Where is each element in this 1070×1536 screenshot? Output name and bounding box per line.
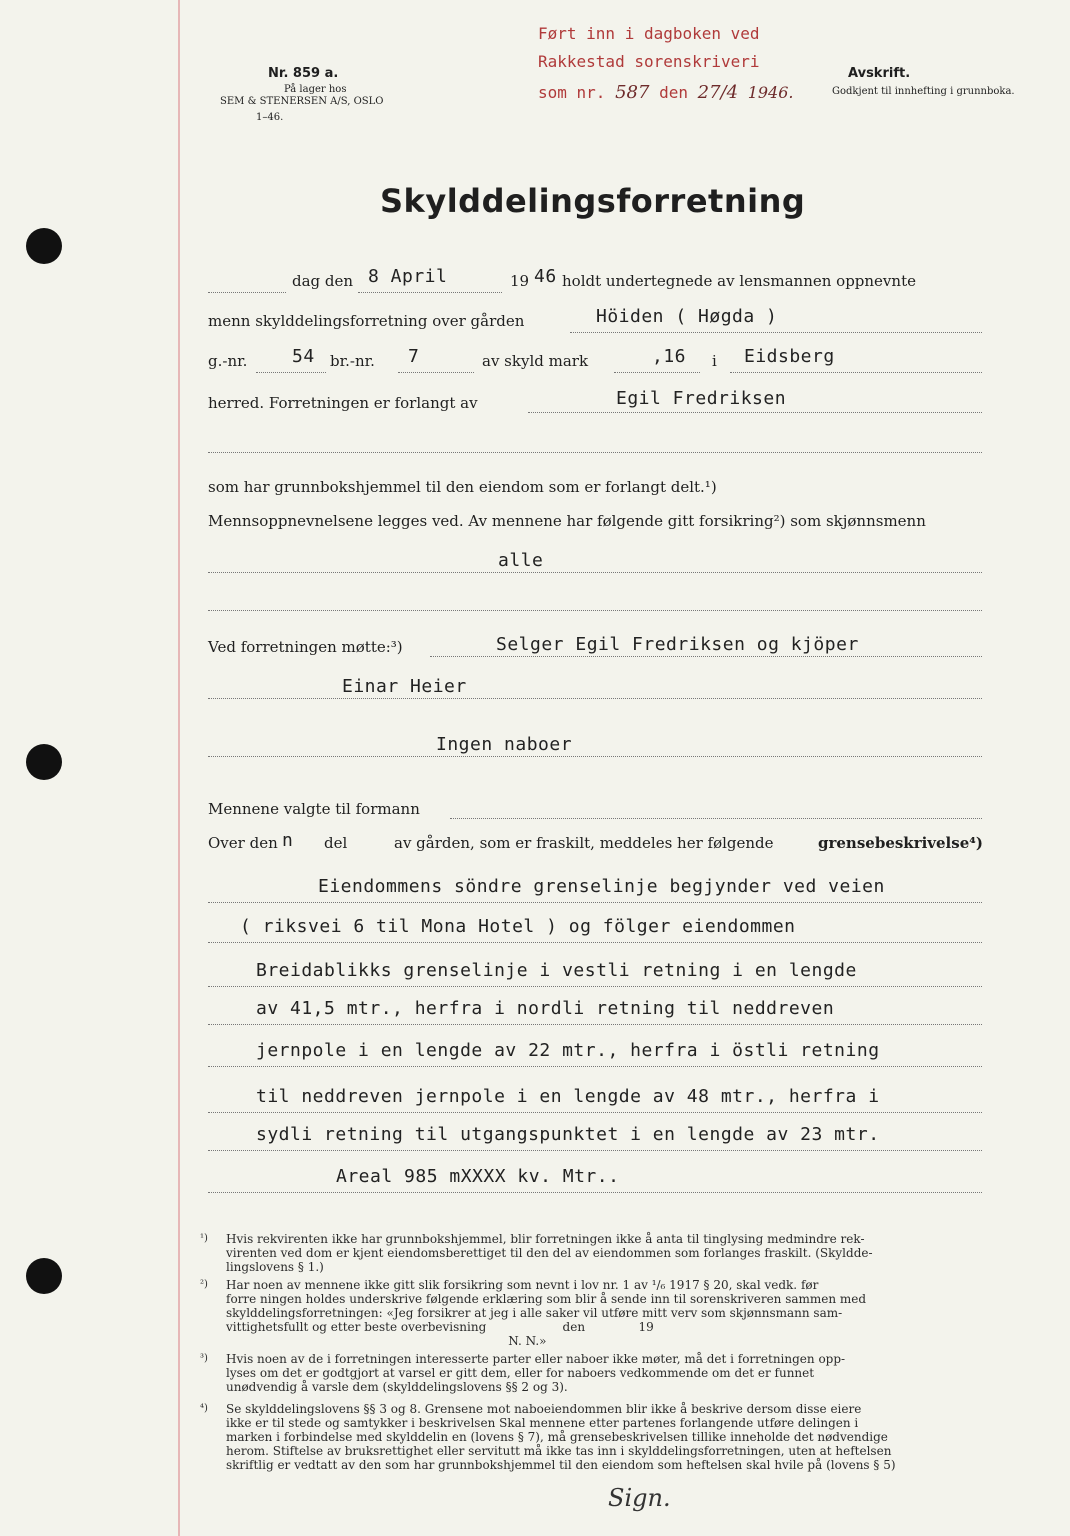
description-line: Eiendommens söndre grenselinje begjynder ved veien <box>318 876 885 897</box>
value-skyld: ,16 <box>652 346 687 367</box>
footnote-marker: ¹) <box>200 1233 208 1244</box>
punch-hole <box>26 744 62 780</box>
dotted-line <box>256 372 326 373</box>
label-motte: Ved forretningen møtte:³) <box>208 638 403 656</box>
value-motte-1: Selger Egil Fredriksen og kjöper <box>496 634 859 655</box>
registration-stamp-line: Rakkestad sorenskriveri <box>538 52 760 71</box>
label-i: i <box>712 352 717 370</box>
dotted-line <box>614 372 700 373</box>
publisher-line: SEM & STENERSEN A/S, OSLO <box>220 96 384 107</box>
value-day: 8 April <box>368 266 448 287</box>
label-dag-den: dag den <box>292 272 354 290</box>
dotted-line <box>570 332 982 333</box>
dotted-line <box>208 1024 982 1025</box>
dotted-line <box>430 656 982 657</box>
dotted-line <box>208 942 982 943</box>
dotted-line <box>208 572 982 573</box>
description-line: til neddreven jernpole i en lengde av 48 mtr., herfra i <box>256 1086 880 1107</box>
dotted-line <box>208 1066 982 1067</box>
dotted-line <box>208 1150 982 1151</box>
dotted-line <box>398 372 474 373</box>
dotted-line <box>208 1192 982 1193</box>
value-motte-2: Einar Heier <box>342 676 467 697</box>
value-farm: Höiden ( Høgda ) <box>596 306 778 327</box>
label-line1-rest: holdt undertegnede av lensmannen oppnevnte <box>562 272 916 290</box>
dotted-line <box>528 412 982 413</box>
dotted-line <box>208 902 982 903</box>
footnote-2 <box>200 1278 986 1348</box>
dotted-line <box>358 292 502 293</box>
description-line: Areal 985 mXXXX kv. Mtr.. <box>336 1166 620 1187</box>
value-municipality: Eidsberg <box>744 346 835 367</box>
dotted-line <box>208 986 982 987</box>
label-over-rest: av gården, som er fraskilt, meddeles her følgende <box>394 834 774 852</box>
label-del: del <box>324 834 348 852</box>
punch-hole <box>26 228 62 264</box>
value-motte-3: Ingen naboer <box>436 734 573 755</box>
footnote-marker: ⁴) <box>200 1403 208 1414</box>
footnote-marker: ²) <box>200 1279 208 1290</box>
value-forsikring: alle <box>498 550 544 571</box>
label-skyld: av skyld mark <box>482 352 589 370</box>
margin-rule <box>178 0 180 1536</box>
dotted-line <box>208 452 982 453</box>
publisher-line: På lager hos <box>284 84 347 95</box>
label-requested-by: herred. Forretningen er forlangt av <box>208 394 478 412</box>
footnote-3 <box>200 1352 986 1394</box>
label-over-den: Over den <box>208 834 278 852</box>
description-line: jernpole i en lengde av 22 mtr., herfra i östli retning <box>256 1040 880 1061</box>
menn-text: Mennsoppnevnelsene legges ved. Av mennene har følgende gitt forsikring²) som skjønnsmenn <box>208 512 926 530</box>
footnote-marker: ³) <box>200 1353 208 1364</box>
document-title: Skylddelingsforretning <box>380 182 806 220</box>
footnote-line: Se skylddelingslovens §§ 3 og 8. Grensene mot naboeiendommen blir ikke å beskrive dersom disse eiere <box>226 1402 862 1416</box>
description-line: ( riksvei 6 til Mona Hotel ) og fölger eiendommen <box>240 916 796 937</box>
stamp-date: 27/4 <box>697 82 739 103</box>
footnote-line: forre ningen holdes underskrive følgende erklæring som blir å sende inn til sorenskriveren sammen med <box>226 1292 867 1306</box>
description-line: Breidablikks grenselinje i vestli retning i en lengde <box>256 960 857 981</box>
footnote-line: Hvis rekvirenten ikke har grunnbokshjemmel, blir forretningen ikke å anta til tinglysing medmindre rek- <box>226 1232 865 1246</box>
footnote-line: skylddelingsforretningen: «Jeg forsikrer at jeg i alle saker vil utføre mitt verv som skjønnsmann sam- <box>226 1306 843 1320</box>
label-year-prefix: 19 <box>510 272 530 290</box>
footnote-line: marken i forbindelse med skylddelin en (lovens § 7), må grensebeskrivelsen tillike inneholde det nødvendige <box>226 1430 888 1444</box>
footnote-line: Hvis noen av de i forretningen interesserte parter eller naboer ikke møter, må det i forretningen opp- <box>226 1352 846 1366</box>
dotted-line <box>208 698 982 699</box>
footnote-line: lyses om det er godtgjort at varsel er gitt dem, eller for naboers vedkommende om det er funnet <box>226 1366 815 1380</box>
publisher-line: 1–46. <box>256 112 284 123</box>
footnote-line: unødvendig å varsle dem (skylddelingslovens §§ 2 og 3). <box>226 1380 568 1394</box>
footnote-line: N. N.» <box>226 1334 547 1348</box>
footnote-line: Har noen av mennene ikke gitt slik forsikring som nevnt i lov nr. 1 av ¹/₆ 1917 § 20, skal vedk. før <box>226 1278 819 1292</box>
label-grensebeskrivelse: grensebeskrivelse⁴) <box>818 834 983 852</box>
punch-hole <box>26 1258 62 1294</box>
dotted-line <box>450 818 982 819</box>
registration-stamp-line <box>538 82 794 103</box>
footnote-1 <box>200 1232 986 1274</box>
value-requested-by: Egil Fredriksen <box>616 388 787 409</box>
stamp-year: 1946. <box>747 83 794 102</box>
dotted-line <box>208 292 286 293</box>
footnote-line: lingslovens § 1.) <box>226 1260 324 1274</box>
footnote-4 <box>200 1402 986 1472</box>
handwritten-signature: Sign. <box>608 1484 671 1512</box>
value-brnr: 7 <box>408 346 420 367</box>
label-brnr: br.-nr. <box>330 352 375 370</box>
stamp-den: den <box>659 83 688 102</box>
description-line: av 41,5 mtr., herfra i nordli retning til neddreven <box>256 998 835 1019</box>
dotted-line <box>208 756 982 757</box>
value-over-n: n <box>282 830 294 851</box>
avskrift-note: Godkjent til innhefting i grunnboka. <box>832 86 1015 97</box>
dotted-line <box>208 610 982 611</box>
footnote-line: herom. Stiftelse av bruksrettighet eller servitutt må ikke tas inn i skylddelingsforretningen, uten at heftelsen <box>226 1444 892 1458</box>
dotted-line <box>730 372 982 373</box>
stamp-prefix: som nr. <box>538 83 606 102</box>
hjemmel-text: som har grunnbokshjemmel til den eiendom som er forlangt delt.¹) <box>208 478 717 496</box>
form-number: Nr. 859 a. <box>268 66 339 81</box>
dotted-line <box>208 1112 982 1113</box>
label-farm: menn skylddelingsforretning over gården <box>208 312 525 330</box>
value-gnr: 54 <box>292 346 315 367</box>
footnote-line: skriftlig er vedtatt av den som har grunnbokshjemmel til den eiendom som heftelsen skal hvile på (lovens § 5) <box>226 1458 896 1472</box>
description-line: sydli retning til utgangspunktet i en lengde av 23 mtr. <box>256 1124 880 1145</box>
footnote-line: vittighetsfullt og etter beste overbevisning den 19 <box>226 1320 654 1334</box>
label-gnr: g.-nr. <box>208 352 248 370</box>
label-formann: Mennene valgte til formann <box>208 800 420 818</box>
footnote-line: virenten ved dom er kjent eiendomsberettiget til den del av eiendommen som forlanges fraskilt. (Skyldde- <box>226 1246 873 1260</box>
footnote-line: ikke er til stede og samtykker i beskrivelsen Skal mennene etter partenes forlangende utføre delingen i <box>226 1416 859 1430</box>
registration-stamp-line: Ført inn i dagboken ved <box>538 24 760 43</box>
stamp-number: 587 <box>615 82 650 103</box>
value-year: 46 <box>534 266 557 287</box>
avskrift-label: Avskrift. <box>848 66 911 81</box>
